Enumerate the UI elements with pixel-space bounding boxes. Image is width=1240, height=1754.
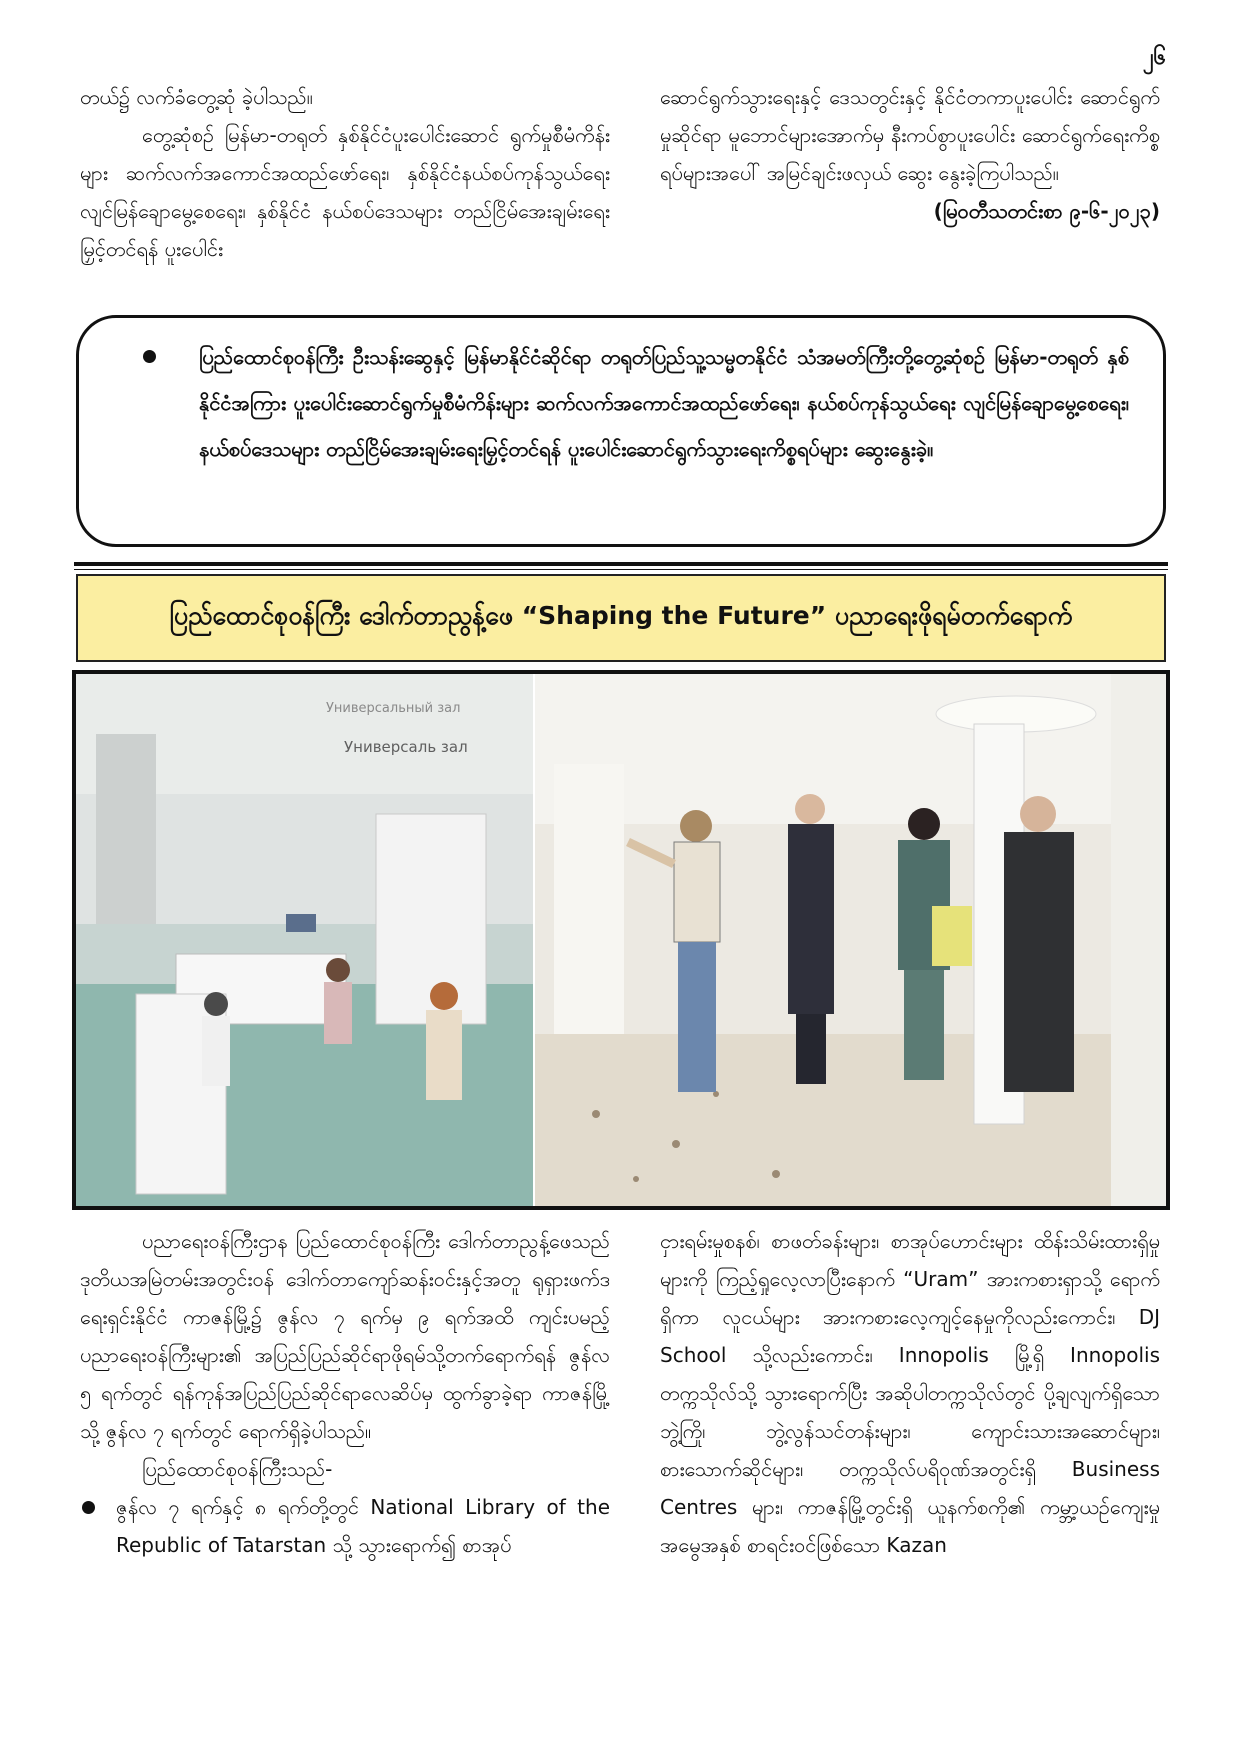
photo-illustration xyxy=(76,674,1166,1206)
summary-list xyxy=(129,334,1129,472)
right-photo-visit xyxy=(534,674,1166,1206)
section-divider-thick xyxy=(74,562,1168,566)
top-left-paragraph-2: တွေ့ဆုံစဉ် မြန်မာ-တရုတ် နှစ်နိုင်ငံပူးပေါင်းဆောင် ရွက်မှုစီမံကိန်းများ ဆက်လက်အကောင်အထည်ဖော်ရေး၊ နှစ်နိုင်ငံနယ်စပ်ကုန်သွယ်ရေး လျင်မြန်ချောမွေ့စေရေး၊ နှစ်နိုင်ငံ နယ်စပ်ဒေသများ တည်ငြိမ်အေးချမ်းရေးမြှင့်တင်ရန် ပူးပေါင်း xyxy=(80,123,610,261)
sign-main-text: Универсаль зал xyxy=(344,738,468,756)
bottom-article-right-column xyxy=(660,1222,1160,1564)
top-article-right-column xyxy=(660,78,1160,230)
page-number: ၂၆ xyxy=(1142,45,1166,70)
left-photo-library xyxy=(76,674,534,1206)
bottom-right-paragraph-1: ငှားရမ်းမှုစနစ်၊ စာဖတ်ခန်းများ၊ စာအုပ်ဟောင်းများ ထိန်းသိမ်းထားရှိမှုများကို ကြည့်ရှုလေ့လာပြီးနောက် “Uram” အားကစားရှာသို့ ရောက်ရှိကာ လူငယ်များ အားကစားလေ့ကျင့်နေမှုကိုလည်းကောင်း၊ DJ School သို့လည်းကောင်း၊ Innopolis မြို့ရှိ Innopolis တက္ကသိုလ်သို့ သွားရောက်ပြီး အဆိုပါတက္ကသိုလ်တွင် ပို့ချလျက်ရှိသော ဘွဲ့ကြို၊ ဘွဲ့လွန်သင်တန်းများ၊ ကျောင်းသားအဆောင်များ၊ စားသောက်ဆိုင်များ၊ တက္ကသိုလ်ပရိဝုဏ်အတွင်းရှိ Business Centres များ၊ ကာဇန်မြို့တွင်းရှိ ယူနက်စကို၏ ကမ္ဘာ့ယဉ်ကျေးမှု အမွေအနှစ် စာရင်းဝင်ဖြစ်သော Kazan xyxy=(660,1229,1160,1557)
top-left-paragraph-1: တယ်၌ လက်ခံတွေ့ဆုံ ခဲ့ပါသည်။ xyxy=(80,85,313,109)
bottom-article-left-column xyxy=(80,1222,610,1564)
summary-item xyxy=(199,334,1129,472)
top-right-paragraph-1: ဆောင်ရွက်သွားရေးနှင့် ဒေသတွင်းနှင့် နိုင်ငံတကာပူးပေါင်း ဆောင်ရွက်မှုဆိုင်ရာ မူဘောင်များအောက်မှ နီးကပ်စွာပူးပေါင်း ဆောင်ရွက်ရေးကိစ္စရပ်များအပေါ် အမြင်ချင်းဖလှယ် ဆွေး နွေးခဲ့ကြပါသည်။ xyxy=(660,85,1160,185)
headline-text: ပြည်ထောင်စုဝန်ကြီး ဒေါက်တာညွန့်ဖေ “Shaping the Future” ပညာရေးဖိုရမ်တက်ရောက် xyxy=(169,600,1073,630)
sign-top-text: Универсальный зал xyxy=(326,701,461,716)
top-article-left-column xyxy=(80,78,610,268)
bottom-bullet-item xyxy=(80,1488,610,1564)
bullet-icon xyxy=(82,1501,95,1514)
bottom-left-paragraph-2: ပြည်ထောင်စုဝန်ကြီးသည်- xyxy=(142,1457,333,1481)
article-source: (မြဝတီသတင်းစာ ၉-၆-၂၀၂၃) xyxy=(933,199,1160,223)
bullet-icon xyxy=(143,350,156,363)
summary-text: ပြည်ထောင်စုဝန်ကြီး ဦးသန်းဆွေနှင့် မြန်မာနိုင်ငံဆိုင်ရာ တရုတ်ပြည်သူ့သမ္မတနိုင်ငံ သံအမတ်ကြီးတို့တွေ့ဆုံစဉ် မြန်မာ-တရုတ် နှစ်နိုင်ငံအကြား ပူးပေါင်းဆောင်ရွက်မှုစီမံကိန်းများ ဆက်လက်အကောင်အထည်ဖော်ရေး၊ နယ်စပ်ကုန်သွယ်ရေး လျင်မြန်ချောမွေ့စေရေး၊ နယ်စပ်ဒေသများ တည်ငြိမ်အေးချမ်းရေးမြှင့်တင်ရန် ပူးပေါင်းဆောင်ရွက်သွားရေးကိစ္စရပ်များ ဆွေးနွေးခဲ့။ xyxy=(199,345,1129,461)
news-photo xyxy=(72,670,1170,1210)
bottom-left-paragraph-1: ပညာရေးဝန်ကြီးဌာန ပြည်ထောင်စုဝန်ကြီး ဒေါက်တာညွန့်ဖေသည် ဒုတိယအမြဲတမ်းအတွင်းဝန် ဒေါက်တာကျော်ဆန်းဝင်းနှင့်အတူ ရုရှားဖက်ဒရေးရှင်းနိုင်ငံ ကာဇန်မြို့၌ ဇွန်လ ၇ ရက်မှ ၉ ရက်အထိ ကျင်းပမည့် ပညာရေးဝန်ကြီးများ၏ အပြည်ပြည်ဆိုင်ရာဖိုရမ်သို့တက်ရောက်ရန် ဇွန်လ ၅ ရက်တွင် ရန်ကုန်အပြည်ပြည်ဆိုင်ရာလေဆိပ်မှ ထွက်ခွာခဲ့ရာ ကာဇန်မြို့သို့ ဇွန်လ ၇ ရက်တွင် ရောက်ရှိခဲ့ပါသည်။ xyxy=(80,1229,610,1443)
section-divider-thin xyxy=(74,569,1168,570)
summary-box xyxy=(76,315,1166,547)
bottom-bullet-text: ဇွန်လ ၇ ရက်နှင့် ၈ ရက်တို့တွင် National Library of the Republic of Tatarstan သို့ သွားရောက်၍ စာအုပ် xyxy=(116,1495,610,1557)
headline-banner xyxy=(76,574,1166,662)
